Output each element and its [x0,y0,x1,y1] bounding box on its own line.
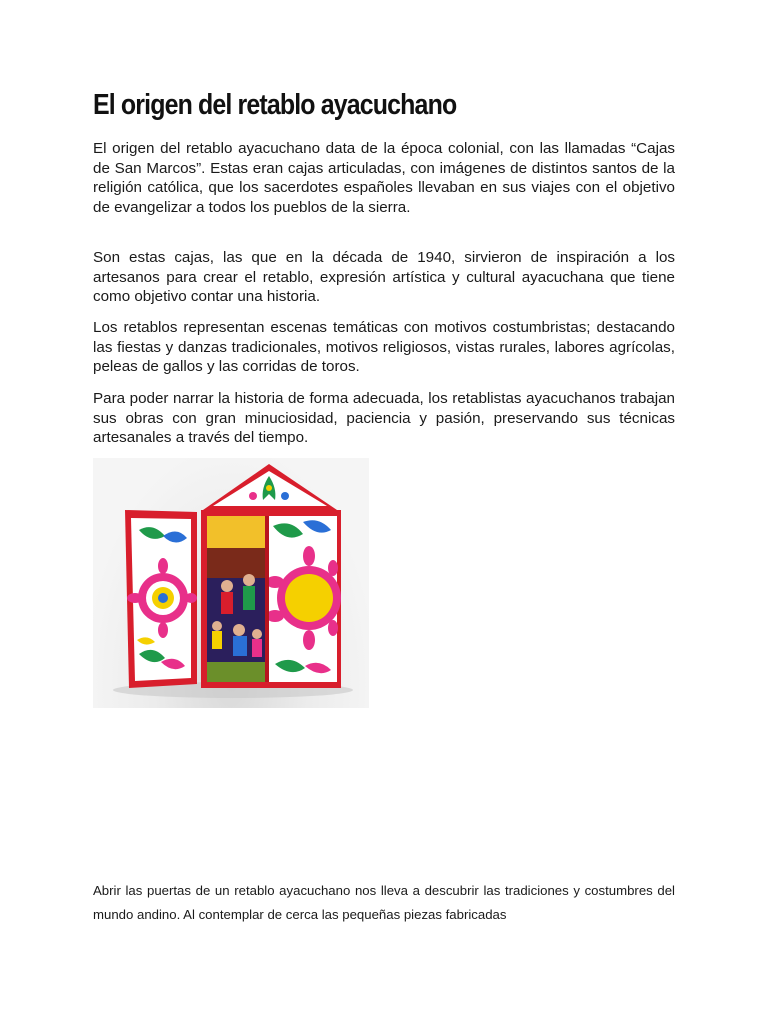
retablo-roof [203,464,337,510]
paragraph-origin: El origen del retablo ayacuchano data de la época colonial, con las llamadas “Cajas de San Marcos”. Estas eran cajas articuladas, con imágenes de distintos santos de la religión católica, que los sacerdotes españoles llevaban en sus viajes con el objetivo de evangelizar a todos los pueblos de la sierra. [93,140,675,216]
paragraph-themes: Los retablos representan escenas temáticas con motivos costumbristas; destacando las fiestas y danzas tradicionales, motivos religiosos, vistas rurales, labores agrícolas, peleas de gallos y las corridas de toros. [93,319,675,375]
paragraph-closing: Abrir las puertas de un retablo ayacuchano nos lleva a descubrir las tradiciones y costumbres del mundo andino. Al contemplar de cerca las pequeñas piezas fabricadas [93,883,675,922]
retablo-scene [207,516,267,682]
paragraph-craft: Para poder narrar la historia de forma adecuada, los retablistas ayacuchanos trabajan sus obras con gran minuciosidad, paciencia y pasión, preservando sus técnicas artesanales a través del tiempo. [93,390,675,446]
paragraph-inspiration: Son estas cajas, las que en la década de 1940, sirvieron de inspiración a los artesanos para crear el retablo, expresión artística y cultural ayacuchana que tiene como objetivo contar una historia. [93,249,675,305]
retablo-image [93,458,369,708]
retablo-illustration [93,458,369,708]
retablo-right-door [265,516,341,682]
page-title: El origen del retablo ayacuchano [93,89,457,121]
retablo-left-door [125,510,197,688]
